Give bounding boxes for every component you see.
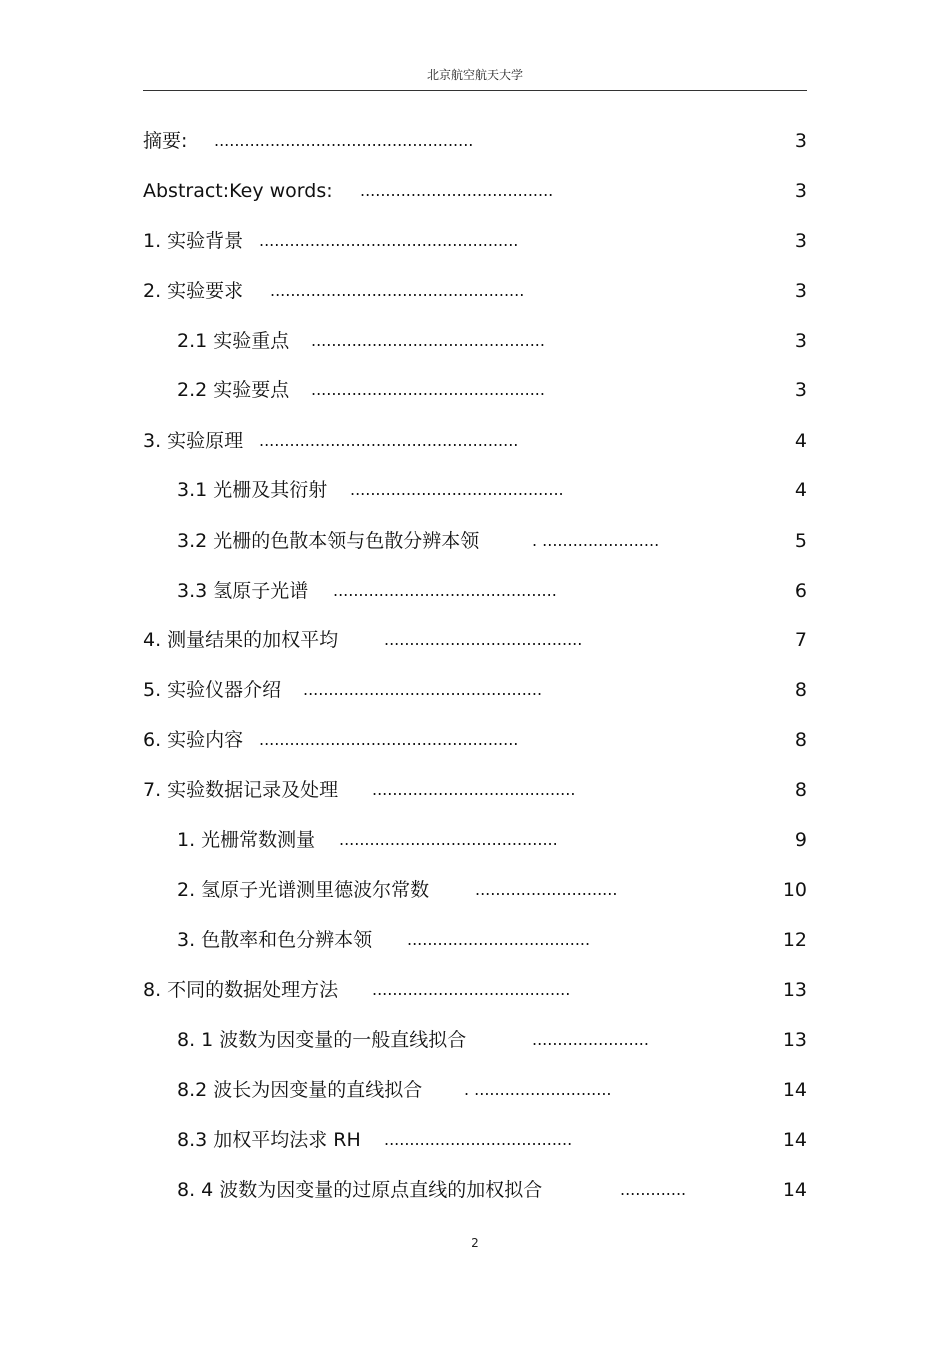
toc-entry[interactable] bbox=[0, 1177, 950, 1203]
toc-leader: ...................................... bbox=[360, 181, 554, 200]
toc-entry-label: 8. 1 波数为因变量的一般直线拟合 bbox=[177, 1029, 467, 1051]
toc-entry[interactable] bbox=[0, 927, 950, 953]
toc-entry[interactable] bbox=[0, 528, 950, 554]
running-header: 北京航空航天大学 bbox=[426, 68, 523, 82]
toc-entry[interactable] bbox=[0, 228, 950, 254]
toc-entry-page: 6 bbox=[794, 580, 807, 602]
toc-leader: ................................................... bbox=[214, 131, 474, 150]
toc-entry-label: 摘要: bbox=[143, 130, 188, 152]
toc-entry[interactable] bbox=[0, 278, 950, 304]
toc-entry[interactable] bbox=[0, 877, 950, 903]
toc-entry-label: 7. 实验数据记录及处理 bbox=[143, 779, 339, 801]
toc-entry-page: 3 bbox=[794, 379, 807, 401]
toc-entry[interactable] bbox=[0, 1127, 950, 1153]
toc-leader: ....................................... bbox=[384, 630, 583, 649]
toc-entry[interactable] bbox=[0, 827, 950, 853]
toc-entry-page: 8 bbox=[794, 679, 807, 701]
toc-leader: . ........................... bbox=[464, 1080, 612, 1099]
page-number: 2 bbox=[471, 1236, 479, 1250]
toc-entry-label: 6. 实验内容 bbox=[143, 729, 244, 751]
toc-entry[interactable] bbox=[0, 727, 950, 753]
toc-entry-page: 3 bbox=[794, 230, 807, 252]
toc-entry-label: 5. 实验仪器介绍 bbox=[143, 679, 282, 701]
toc-leader: ........................................ bbox=[372, 780, 576, 799]
toc-leader: .............................................. bbox=[311, 380, 545, 399]
toc-leader: ................................................... bbox=[259, 730, 519, 749]
toc-leader: ............................................... bbox=[303, 680, 543, 699]
toc-entry-page: 3 bbox=[794, 130, 807, 152]
toc-entry-page: 4 bbox=[794, 430, 807, 452]
toc-entry-label: Abstract:Key words: bbox=[143, 180, 333, 202]
toc-entry[interactable] bbox=[0, 627, 950, 653]
toc-entry-page: 13 bbox=[782, 1029, 807, 1051]
toc-entry[interactable] bbox=[0, 1077, 950, 1103]
toc-entry-page: 5 bbox=[794, 530, 807, 552]
toc-entry-page: 12 bbox=[782, 929, 807, 951]
toc-entry-label: 3. 色散率和色分辨本领 bbox=[177, 929, 373, 951]
toc-entry[interactable] bbox=[0, 178, 950, 204]
toc-entry[interactable] bbox=[0, 328, 950, 354]
toc-entry-page: 7 bbox=[794, 629, 807, 651]
toc-leader: ........................................... bbox=[339, 830, 558, 849]
toc-entry-label: 2.2 实验要点 bbox=[177, 379, 290, 401]
toc-entry[interactable] bbox=[0, 428, 950, 454]
toc-entry-label: 1. 光栅常数测量 bbox=[177, 829, 316, 851]
toc-entry-label: 3.1 光栅及其衍射 bbox=[177, 479, 328, 501]
toc-entry[interactable] bbox=[0, 777, 950, 803]
toc-entry-page: 13 bbox=[782, 979, 807, 1001]
toc-entry-label: 2. 实验要求 bbox=[143, 280, 244, 302]
toc-entry-page: 14 bbox=[782, 1129, 807, 1151]
toc-entry[interactable] bbox=[0, 977, 950, 1003]
toc-leader: ................................................... bbox=[259, 231, 519, 250]
toc-entry-page: 8 bbox=[794, 729, 807, 751]
toc-entry-page: 8 bbox=[794, 779, 807, 801]
toc-entry-label: 8.3 加权平均法求 RH bbox=[177, 1129, 361, 1151]
toc-entry-page: 9 bbox=[794, 829, 807, 851]
toc-entry-label: 3. 实验原理 bbox=[143, 430, 244, 452]
toc-entry-label: 4. 测量结果的加权平均 bbox=[143, 629, 339, 651]
toc-entry-label: 8. 不同的数据处理方法 bbox=[143, 979, 339, 1001]
toc-leader: ................................................... bbox=[259, 431, 519, 450]
toc-leader: ............................................ bbox=[333, 581, 557, 600]
toc-leader: .................................... bbox=[407, 930, 591, 949]
toc-leader: ....................... bbox=[532, 1030, 649, 1049]
toc-entry[interactable] bbox=[0, 477, 950, 503]
toc-entry-label: 2. 氢原子光谱测里德波尔常数 bbox=[177, 879, 430, 901]
toc-entry-label: 3.3 氢原子光谱 bbox=[177, 580, 309, 602]
toc-entry-label: 1. 实验背景 bbox=[143, 230, 244, 252]
toc-entry-label: 2.1 实验重点 bbox=[177, 330, 290, 352]
toc-leader: .................................................. bbox=[270, 281, 525, 300]
toc-entry-page: 10 bbox=[782, 879, 807, 901]
toc-leader: .......................................... bbox=[350, 480, 564, 499]
toc-leader: . ....................... bbox=[532, 531, 660, 550]
toc-entry[interactable] bbox=[0, 677, 950, 703]
toc-entry-label: 8.2 波长为因变量的直线拟合 bbox=[177, 1079, 423, 1101]
toc-entry-page: 4 bbox=[794, 479, 807, 501]
toc-entry-label: 3.2 光栅的色散本领与色散分辨本领 bbox=[177, 530, 480, 552]
toc-leader: ............. bbox=[620, 1180, 687, 1199]
toc-entry-page: 14 bbox=[782, 1179, 807, 1201]
toc-leader: ............................ bbox=[475, 880, 618, 899]
toc-entry-label: 8. 4 波数为因变量的过原点直线的加权拟合 bbox=[177, 1179, 543, 1201]
toc-leader: ..................................... bbox=[384, 1130, 573, 1149]
toc-entry-page: 14 bbox=[782, 1079, 807, 1101]
header-rule bbox=[143, 90, 807, 91]
toc-entry[interactable] bbox=[0, 377, 950, 403]
toc-entry-page: 3 bbox=[794, 280, 807, 302]
toc-entry[interactable] bbox=[0, 128, 950, 154]
toc-leader: ....................................... bbox=[372, 980, 571, 999]
toc-leader: .............................................. bbox=[311, 331, 545, 350]
toc-entry-page: 3 bbox=[794, 330, 807, 352]
toc-entry[interactable] bbox=[0, 578, 950, 604]
toc-entry-page: 3 bbox=[794, 180, 807, 202]
toc-entry[interactable] bbox=[0, 1027, 950, 1053]
